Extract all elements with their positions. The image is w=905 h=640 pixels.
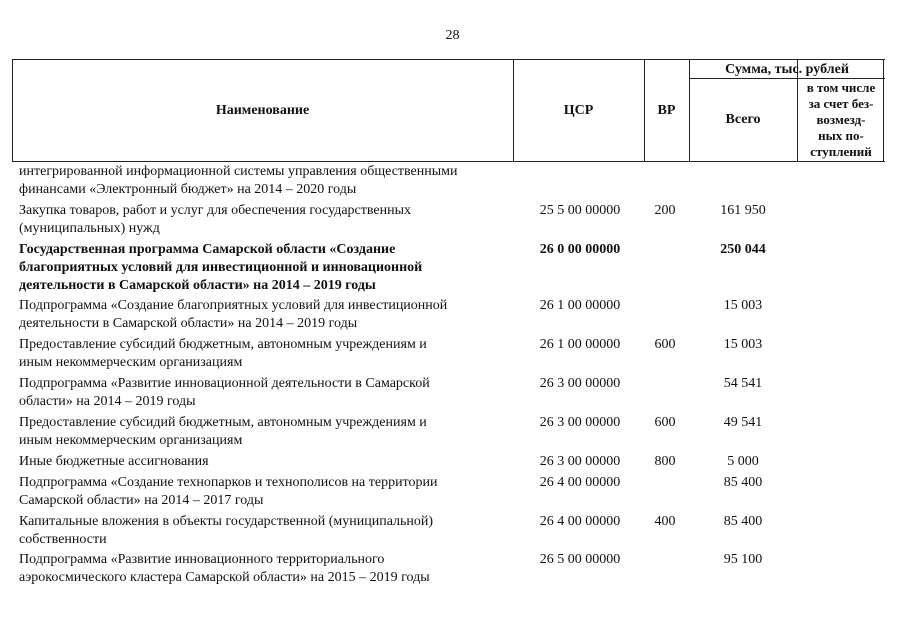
row-name-line: Самарской области» на 2014 – 2017 годы bbox=[19, 493, 264, 508]
header-grant bbox=[797, 80, 885, 160]
row-name bbox=[19, 297, 509, 333]
page-number: 28 bbox=[445, 28, 460, 43]
row-csr: 26 0 00 00000 bbox=[539, 242, 621, 257]
row-vr: 600 bbox=[654, 415, 676, 430]
row-csr: 26 4 00 00000 bbox=[539, 514, 621, 529]
row-csr: 26 4 00 00000 bbox=[539, 475, 621, 490]
row-name bbox=[19, 474, 509, 510]
row-name-line: Предоставление субсидий бюджетным, автономным учреждениям и bbox=[19, 415, 427, 430]
row-name-line: деятельности в Самарской области» на 2014 – 2019 годы bbox=[19, 316, 358, 331]
header-name: Наименование bbox=[215, 103, 310, 118]
row-name-line: иным некоммерческим организациям bbox=[19, 433, 243, 448]
row-total: 15 003 bbox=[723, 337, 763, 352]
row-name-line: Подпрограмма «Создание технопарков и технополисов на территории bbox=[19, 475, 438, 490]
row-name bbox=[19, 414, 509, 450]
row-name-line: финансами «Электронный бюджет» на 2014 – 2020 годы bbox=[19, 182, 357, 197]
row-name-line: Иные бюджетные ассигнования bbox=[19, 454, 209, 469]
row-csr: 25 5 00 00000 bbox=[539, 203, 621, 218]
row-name-line: Капитальные вложения в объекты государственной (муниципальной) bbox=[19, 514, 434, 529]
row-csr: 26 3 00 00000 bbox=[539, 454, 621, 469]
row-csr: 26 1 00 00000 bbox=[539, 337, 621, 352]
row-name-line: (муниципальных) нужд bbox=[19, 221, 160, 236]
row-vr: 800 bbox=[654, 454, 676, 469]
row-name-line: Подпрограмма «Создание благоприятных условий для инвестиционной bbox=[19, 298, 448, 313]
row-name-line: Подпрограмма «Развитие инновационной деятельности в Самарской bbox=[19, 376, 430, 391]
row-total: 49 541 bbox=[723, 415, 763, 430]
row-name-line: Закупка товаров, работ и услуг для обеспечения государственных bbox=[19, 203, 412, 218]
row-name bbox=[19, 241, 509, 295]
row-name-line: Подпрограмма «Развитие инновационного территориального bbox=[19, 552, 385, 567]
row-name-line: Предоставление субсидий бюджетным, автономным учреждениям и bbox=[19, 337, 427, 352]
row-csr: 26 3 00 00000 bbox=[539, 376, 621, 391]
header-vr: ВР bbox=[657, 103, 676, 118]
row-total: 250 044 bbox=[720, 242, 766, 257]
header-sum-underline bbox=[689, 78, 885, 79]
table-header bbox=[12, 59, 885, 162]
row-name bbox=[19, 551, 509, 587]
header-sum-group: Сумма, тыс. рублей bbox=[725, 62, 849, 77]
row-total: 5 000 bbox=[727, 454, 759, 469]
row-name-line: деятельности в Самарской области» на 2014 – 2019 годы bbox=[19, 278, 376, 293]
header-total: Всего bbox=[725, 112, 761, 127]
row-total: 161 950 bbox=[720, 203, 766, 218]
row-total: 15 003 bbox=[723, 298, 763, 313]
row-vr: 200 bbox=[654, 203, 676, 218]
row-csr: 26 5 00 00000 bbox=[539, 552, 621, 567]
row-name bbox=[19, 336, 509, 372]
row-total: 54 541 bbox=[723, 376, 763, 391]
row-name bbox=[19, 453, 509, 471]
row-name-line: Государственная программа Самарской области «Создание bbox=[19, 242, 396, 257]
row-csr: 26 3 00 00000 bbox=[539, 415, 621, 430]
row-name-line: благоприятных условий для инвестиционной и инновационной bbox=[19, 260, 423, 275]
header-grant-line: за счет без- bbox=[808, 96, 874, 111]
row-name bbox=[19, 163, 509, 199]
row-total: 95 100 bbox=[723, 552, 763, 567]
row-total: 85 400 bbox=[723, 514, 763, 529]
header-grant-line: ступлений bbox=[810, 144, 872, 159]
row-name-line: собственности bbox=[19, 532, 107, 547]
row-name-line: аэрокосмического кластера Самарской области» на 2015 – 2019 годы bbox=[19, 570, 430, 585]
row-name bbox=[19, 513, 509, 549]
header-csr: ЦСР bbox=[563, 103, 594, 118]
row-name-line: иным некоммерческим организациям bbox=[19, 355, 243, 370]
header-grant-line: в том числе bbox=[806, 80, 876, 95]
header-grant-line: возмезд- bbox=[816, 112, 866, 127]
row-vr: 600 bbox=[654, 337, 676, 352]
row-vr: 400 bbox=[654, 514, 676, 529]
row-name-line: интегрированной информационной системы управления общественными bbox=[19, 164, 458, 179]
row-name-line: области» на 2014 – 2019 годы bbox=[19, 394, 196, 409]
row-csr: 26 1 00 00000 bbox=[539, 298, 621, 313]
row-name bbox=[19, 375, 509, 411]
row-name bbox=[19, 202, 509, 238]
row-total: 85 400 bbox=[723, 475, 763, 490]
header-grant-line: ных по- bbox=[818, 128, 864, 143]
